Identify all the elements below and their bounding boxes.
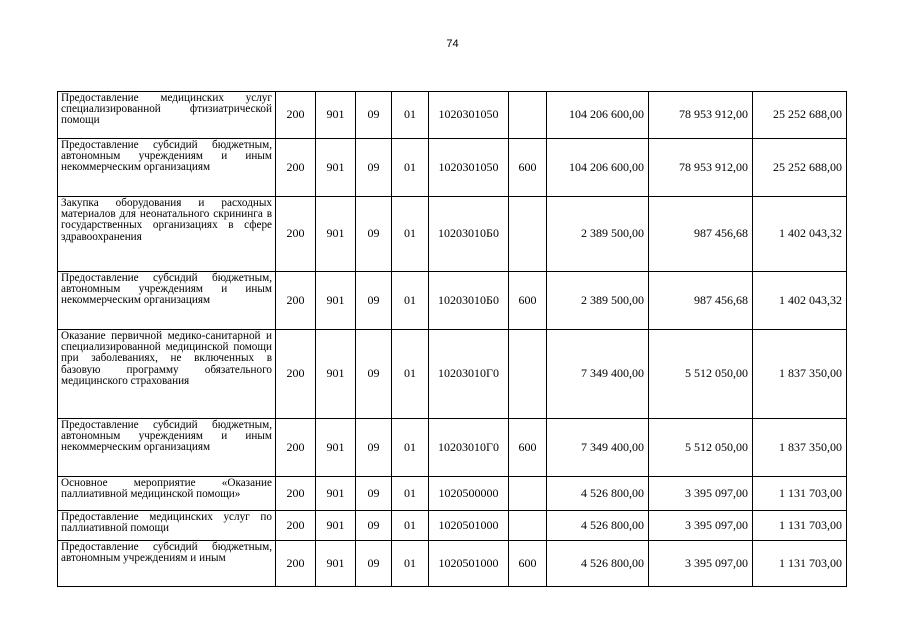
section-code: 09 bbox=[356, 272, 392, 330]
admin-code: 200 bbox=[276, 477, 316, 511]
target-code: 1020500000 bbox=[429, 477, 509, 511]
table-row bbox=[58, 419, 847, 477]
admin-code: 200 bbox=[276, 541, 316, 587]
ministry-code: 901 bbox=[316, 197, 356, 272]
amount-2: 1 837 350,00 bbox=[753, 419, 847, 477]
table-row bbox=[58, 477, 847, 511]
amount-1: 3 395 097,00 bbox=[649, 511, 753, 541]
section-code: 09 bbox=[356, 330, 392, 419]
table-row bbox=[58, 197, 847, 272]
admin-code: 200 bbox=[276, 419, 316, 477]
amount-2: 1 131 703,00 bbox=[753, 477, 847, 511]
amount-1: 78 953 912,00 bbox=[649, 92, 753, 139]
amount-2: 1 131 703,00 bbox=[753, 541, 847, 587]
section-code: 09 bbox=[356, 541, 392, 587]
ministry-code: 901 bbox=[316, 511, 356, 541]
amount-total: 104 206 600,00 bbox=[547, 92, 649, 139]
section-code: 09 bbox=[356, 197, 392, 272]
ministry-code: 901 bbox=[316, 419, 356, 477]
expense-type: 600 bbox=[509, 541, 547, 587]
target-code: 1020301050 bbox=[429, 139, 509, 197]
admin-code: 200 bbox=[276, 272, 316, 330]
section-code: 09 bbox=[356, 511, 392, 541]
row-name: Закупка оборудования и расходных материалов для неонатального скрининга в государственных организациях в сфере здравоохранения bbox=[58, 197, 276, 272]
admin-code: 200 bbox=[276, 92, 316, 139]
expense-type bbox=[509, 330, 547, 419]
table-row bbox=[58, 511, 847, 541]
expense-type: 600 bbox=[509, 139, 547, 197]
row-name: Предоставление медицинских услуг специализированной фтизиатрической помощи bbox=[58, 92, 276, 139]
amount-total: 104 206 600,00 bbox=[547, 139, 649, 197]
target-code: 10203010Б0 bbox=[429, 197, 509, 272]
amount-total: 7 349 400,00 bbox=[547, 330, 649, 419]
section-code: 09 bbox=[356, 419, 392, 477]
table-row bbox=[58, 330, 847, 419]
amount-2: 1 837 350,00 bbox=[753, 330, 847, 419]
expense-type: 600 bbox=[509, 272, 547, 330]
subsection-code: 01 bbox=[392, 139, 429, 197]
amount-1: 5 512 050,00 bbox=[649, 419, 753, 477]
section-code: 09 bbox=[356, 477, 392, 511]
table-row bbox=[58, 541, 847, 587]
section-code: 09 bbox=[356, 92, 392, 139]
ministry-code: 901 bbox=[316, 92, 356, 139]
amount-2: 25 252 688,00 bbox=[753, 139, 847, 197]
amount-1: 3 395 097,00 bbox=[649, 477, 753, 511]
ministry-code: 901 bbox=[316, 272, 356, 330]
section-code: 09 bbox=[356, 139, 392, 197]
admin-code: 200 bbox=[276, 330, 316, 419]
table-row bbox=[58, 139, 847, 197]
ministry-code: 901 bbox=[316, 477, 356, 511]
expense-type bbox=[509, 477, 547, 511]
amount-1: 987 456,68 bbox=[649, 197, 753, 272]
target-code: 1020501000 bbox=[429, 541, 509, 587]
amount-2: 25 252 688,00 bbox=[753, 92, 847, 139]
amount-total: 2 389 500,00 bbox=[547, 272, 649, 330]
admin-code: 200 bbox=[276, 197, 316, 272]
amount-total: 4 526 800,00 bbox=[547, 477, 649, 511]
subsection-code: 01 bbox=[392, 511, 429, 541]
subsection-code: 01 bbox=[392, 92, 429, 139]
amount-1: 987 456,68 bbox=[649, 272, 753, 330]
expense-type bbox=[509, 511, 547, 541]
page-number: 74 bbox=[446, 38, 459, 50]
expense-type bbox=[509, 92, 547, 139]
row-name: Основное мероприятие «Оказание паллиативной медицинской помощи» bbox=[58, 477, 276, 511]
amount-1: 5 512 050,00 bbox=[649, 330, 753, 419]
expense-type: 600 bbox=[509, 419, 547, 477]
amount-2: 1 402 043,32 bbox=[753, 197, 847, 272]
subsection-code: 01 bbox=[392, 272, 429, 330]
expense-type bbox=[509, 197, 547, 272]
subsection-code: 01 bbox=[392, 541, 429, 587]
amount-total: 4 526 800,00 bbox=[547, 541, 649, 587]
admin-code: 200 bbox=[276, 139, 316, 197]
subsection-code: 01 bbox=[392, 477, 429, 511]
target-code: 10203010Б0 bbox=[429, 272, 509, 330]
row-name: Оказание первичной медико-санитарной и специализированной медицинской помощи при заболеваниях, не включенных в базовую программу обязательного медицинского страхования bbox=[58, 330, 276, 419]
ministry-code: 901 bbox=[316, 139, 356, 197]
amount-total: 4 526 800,00 bbox=[547, 511, 649, 541]
table-row bbox=[58, 272, 847, 330]
amount-2: 1 402 043,32 bbox=[753, 272, 847, 330]
amount-2: 1 131 703,00 bbox=[753, 511, 847, 541]
amount-total: 2 389 500,00 bbox=[547, 197, 649, 272]
amount-1: 3 395 097,00 bbox=[649, 541, 753, 587]
amount-total: 7 349 400,00 bbox=[547, 419, 649, 477]
admin-code: 200 bbox=[276, 511, 316, 541]
budget-table bbox=[57, 91, 847, 587]
amount-1: 78 953 912,00 bbox=[649, 139, 753, 197]
target-code: 1020501000 bbox=[429, 511, 509, 541]
row-name: Предоставление субсидий бюджетным, автономным учреждениям и иным некоммерческим организациям bbox=[58, 139, 276, 197]
target-code: 10203010Г0 bbox=[429, 330, 509, 419]
row-name: Предоставление субсидий бюджетным, автономным учреждениям и иным некоммерческим организациям bbox=[58, 419, 276, 477]
ministry-code: 901 bbox=[316, 541, 356, 587]
ministry-code: 901 bbox=[316, 330, 356, 419]
table-row bbox=[58, 92, 847, 139]
row-name: Предоставление субсидий бюджетным, автономным учреждениям и иным bbox=[58, 541, 276, 587]
target-code: 1020301050 bbox=[429, 92, 509, 139]
subsection-code: 01 bbox=[392, 330, 429, 419]
row-name: Предоставление медицинских услуг по паллиативной помощи bbox=[58, 511, 276, 541]
target-code: 10203010Г0 bbox=[429, 419, 509, 477]
row-name: Предоставление субсидий бюджетным, автономным учреждениям и иным некоммерческим организациям bbox=[58, 272, 276, 330]
subsection-code: 01 bbox=[392, 419, 429, 477]
subsection-code: 01 bbox=[392, 197, 429, 272]
